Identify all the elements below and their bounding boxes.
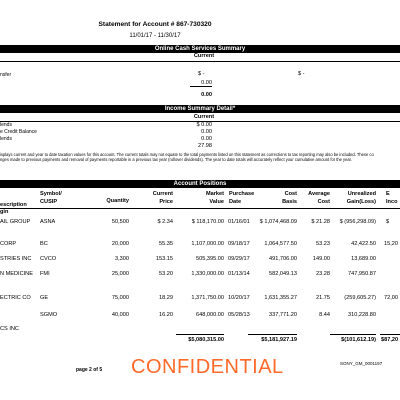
income-row-3-value: 0.00 (201, 136, 212, 142)
row-price: 18.29 (159, 295, 173, 301)
page-number: page 2 of 5 (76, 367, 103, 373)
document-id: SONY_GM_0001197 (340, 361, 383, 366)
income-current-label: Current (193, 114, 215, 120)
row-purchase: 09/18/17 (228, 241, 250, 247)
income-row-2-value: 0.00 (201, 129, 212, 135)
col-cost-basis: Cost Basis (282, 191, 297, 205)
row-price: 53.20 (159, 271, 173, 277)
row-cost-basis: 1,631,355.27 (264, 295, 297, 301)
row-cost-basis: $ 1,074,468.09 (259, 219, 297, 225)
total-unrealized: $(101,612.19) (341, 337, 376, 343)
row-income: 72,00 (384, 295, 398, 301)
positions-header: Account Positions (0, 180, 400, 188)
cash-row-3-value: 0.00 (201, 92, 212, 98)
row-quantity: 3,300 (115, 256, 129, 262)
row-unrealized: (259,605.27) (344, 295, 376, 301)
cash-row-2-value: 0.00 (190, 80, 212, 87)
row-market: $ 118,170.00 (191, 219, 224, 225)
row-description: AIL GROUP (0, 219, 31, 225)
row-price: $ 2.34 (157, 219, 173, 225)
row-price: 153.15 (155, 256, 173, 262)
income-row-1-label: lends (0, 122, 12, 128)
row-income: $ (386, 219, 390, 225)
total-income: $87,20 (381, 337, 399, 343)
row-symbol: GE (40, 295, 49, 301)
income-note-line-2: nges made to previous payments and removal of payments reportable in a previous tax year (rollover dividends). The year to date totals will accurately reflect your cumulative amount for the year. (0, 157, 352, 162)
positions-header-rule (0, 208, 400, 209)
row-symbol: BC (40, 241, 48, 247)
row-purchase: 10/20/17 (228, 295, 250, 301)
row-quantity: 20,000 (111, 241, 129, 247)
row-income: 15,20 (384, 241, 398, 247)
row-description: CORP (0, 241, 17, 247)
row-avg-cost: 149.00 (312, 256, 330, 262)
total-cost-basis: $5,181,927.19 (261, 337, 297, 343)
income-row-1-value: $ 0.00 (196, 122, 212, 128)
row-symbol: FMI (40, 271, 50, 277)
col-unrealized: Unrealized Gain(Loss) (346, 191, 376, 205)
cash-services-current-label: Current (193, 53, 215, 59)
row-market: 648,000.00 (196, 312, 224, 318)
row-purchase: 05/28/13 (228, 312, 250, 318)
row-quantity: 40,000 (111, 312, 129, 318)
cash-row-1-value: $ - (198, 71, 205, 77)
row-description: ECTRIC CO (0, 295, 31, 301)
row-market: 1,371,750.00 (191, 295, 224, 301)
cash-services-rule (0, 61, 400, 62)
row-purchase: 01/13/14 (228, 271, 250, 277)
row-cost-basis: 1,064,577.50 (264, 241, 297, 247)
row-purchase: 01/16/01 (228, 219, 250, 225)
row-cost-basis: 491,706.00 (269, 256, 297, 262)
col-price: Current Price (152, 191, 173, 205)
unrealized-total-rule (330, 334, 376, 335)
row-unrealized: $ (956,298.09) (339, 219, 376, 225)
market-total-rule (176, 334, 224, 335)
row-quantity: 75,000 (111, 295, 129, 301)
statement-period: 11/01/17 - 11/30/17 (129, 33, 181, 39)
row-cost-basis: 582,049.13 (269, 271, 297, 277)
income-row-2-label: e Credit Balance (0, 129, 37, 135)
row-unrealized: 747,950.87 (348, 271, 376, 277)
row-avg-cost: 21.75 (316, 295, 330, 301)
col-market: Market Value (205, 191, 224, 205)
row-price: 16.20 (159, 312, 173, 318)
cash-services-header: Online Cash Services Summary (0, 45, 400, 53)
row-quantity: 50,500 (111, 219, 129, 225)
confidential-watermark: CONFIDENTIAL (131, 356, 284, 378)
income-row-4-value: 27.98 (198, 143, 212, 149)
positions-group-label: gin (0, 209, 9, 215)
income-row-3-label: lends (0, 136, 12, 142)
col-quantity: Quantity (106, 198, 129, 204)
cash-row-1-value2: $ - (298, 71, 305, 77)
income-total-rule (380, 334, 400, 335)
row-market: 505,395.00 (196, 256, 224, 262)
col-symbol: Symbol/ CUSIP (40, 191, 62, 205)
row-unrealized: 13,689.00 (351, 256, 376, 262)
cash-row-1-label: nsfer (0, 72, 12, 78)
col-purchase: Purchase Date (229, 191, 255, 205)
statement-title: Statement for Account # 867-730320 (98, 21, 212, 28)
row-avg-cost: 23.28 (316, 271, 330, 277)
row-description: CS INC (0, 326, 19, 332)
row-price: 55.35 (159, 241, 173, 247)
col-avg-cost: Average Cost (308, 191, 330, 205)
row-cost-basis: 337,771.20 (269, 312, 297, 318)
row-avg-cost: 53.23 (316, 241, 330, 247)
col-income: E Inco (386, 191, 398, 205)
income-summary-header: Income Summary Detail* (0, 105, 400, 113)
row-avg-cost: 8.44 (319, 312, 330, 318)
income-note-line-1: isplays current and year to date taxation values for this account. The current totals may not equate to the total payments listed on this statement as corrections to tax reporting may also be included. These co (0, 152, 374, 157)
row-unrealized: 42,422.50 (351, 241, 376, 247)
row-market: 1,330,000.00 (191, 271, 224, 277)
cost-total-rule (248, 334, 297, 335)
row-unrealized: 310,228.80 (348, 312, 376, 318)
row-symbol: SGMO (40, 312, 58, 318)
row-symbol: CVCO (40, 256, 57, 262)
total-market-value: $5,080,315.00 (188, 337, 224, 343)
row-quantity: 25,000 (111, 271, 129, 277)
col-description: escription (0, 202, 27, 208)
row-description: STRIES INC (0, 256, 32, 262)
row-symbol: ASNA (40, 219, 56, 225)
row-purchase: 09/29/17 (228, 256, 250, 262)
row-avg-cost: $ 21.28 (311, 219, 330, 225)
row-description: N MEDICINE (0, 271, 33, 277)
row-market: 1,107,000.00 (191, 241, 224, 247)
